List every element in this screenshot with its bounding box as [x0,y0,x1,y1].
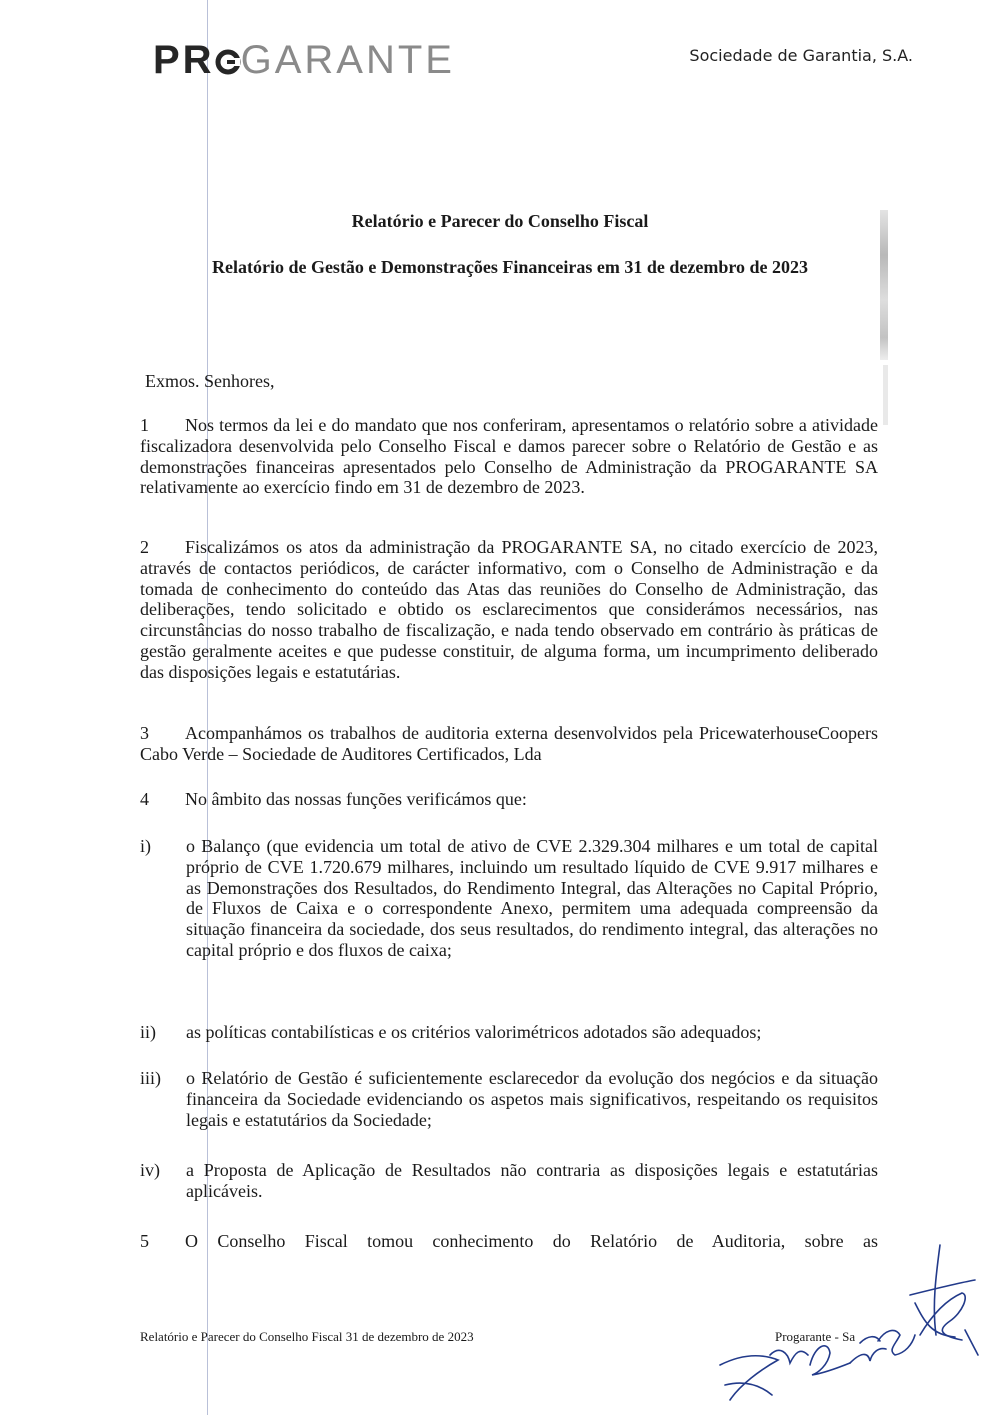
paragraph-text: Nos termos da lei e do mandato que nos conferiram, apresentamos o relatório sobre a atividade fiscalizadora desenvolvida pelo Conselho Fiscal e damos parecer sobre o Relatório de Gestão e as demonstrações financeiras apresentados pelo Conselho de Administração da PROGARANTE SA relativamente ao exercício findo em 31 de dezembro de 2023. [140,415,878,498]
logo-mark-icon [215,40,241,66]
paragraph-1 [140,415,878,498]
list-item-text: o Balanço (que evidencia um total de ativo de CVE 2.329.304 milhares e um total de capital próprio de CVE 1.720.679 milhares, incluindo um resultado líquido de CVE 9.917 milhares e as Demonstrações dos Resultados, do Rendimento Integral, das Alterações no Capital Próprio, de Fluxos de Caixa e o correspondente Anexo, permitem uma adequada compreensão da situação financeira da sociedade, dos seus resultados, do rendimento integral, das alterações no capital próprio e dos fluxos de caixa; [186,836,878,960]
company-logo: PR GARANTE [153,38,455,82]
list-item [140,1022,878,1043]
list-item [140,836,878,961]
paragraph-4 [140,789,878,810]
list-item-text: as políticas contabilísticas e os critérios valorimétricos adotados são adequados; [186,1022,762,1042]
paragraph-text: Acompanhámos os trabalhos de auditoria externa desenvolvidos pela PricewaterhouseCoopers Cabo Verde – Sociedade de Auditores Certificados, Lda [140,723,878,764]
paragraph-number: 1 [140,415,149,435]
paragraph-text: No âmbito das nossas funções verificámos que: [185,789,527,809]
list-marker: i) [140,836,151,856]
list-item [140,1160,878,1202]
list-marker: ii) [140,1022,156,1042]
scan-artifact [880,210,888,360]
handwritten-signatures [700,1235,980,1405]
paragraph-number: 5 [140,1231,149,1251]
list-item-text: o Relatório de Gestão é suficientemente esclarecedor da evolução dos negócios e da situação financeira da Sociedade evidenciando os aspetos mais significativos, respeitando os requisitos legais e estatutários da Sociedade; [186,1068,878,1130]
paragraph-number: 2 [140,537,149,557]
paragraph-number: 3 [140,723,149,743]
footer-company: Progarante - Sa [775,1329,856,1344]
paragraph-text: Fiscalizámos os atos da administração da PROGARANTE SA, no citado exercício de 2023, através de contactos periódicos, de carácter informativo, com o Conselho de Administração e da tomada de conhecimento do conteúdo das Atas das reuniões do Conselho de Administração, das deliberações, tendo solicitado e obtido os esclarecimentos que considerámos necessários, nas circunstâncias do nosso trabalho de fiscalização, e nada tendo observado em contrário às práticas de gestão geralmente aceites e que pudesse constituir, de alguma forma, um incumprimento deliberado das disposições legais e estatutárias. [140,537,878,682]
list-marker: iii) [140,1068,161,1088]
paragraph-number: 4 [140,789,149,809]
list-marker: iv) [140,1160,160,1180]
paragraph-2 [140,537,878,683]
paragraph-text: O Conselho Fiscal tomou conhecimento do Relatório de Auditoria, sobre as [185,1231,878,1251]
paragraph-3 [140,723,878,765]
document-subtitle: Relatório de Gestão e Demonstrações Financeiras em 31 de dezembro de 2023 [211,257,809,277]
footer-title: Relatório e Parecer do Conselho Fiscal 31 de dezembro de 2023 [140,1329,474,1344]
document-title: Relatório e Parecer do Conselho Fiscal [351,211,649,231]
greeting: Exmos. Senhores, [145,371,275,391]
list-item-text: a Proposta de Aplicação de Resultados não contraria as disposições legais e estatutárias aplicáveis. [186,1160,878,1201]
scan-artifact [883,365,888,425]
company-name: Sociedade de Garantia, S.A. [689,46,913,65]
list-item [140,1068,878,1130]
